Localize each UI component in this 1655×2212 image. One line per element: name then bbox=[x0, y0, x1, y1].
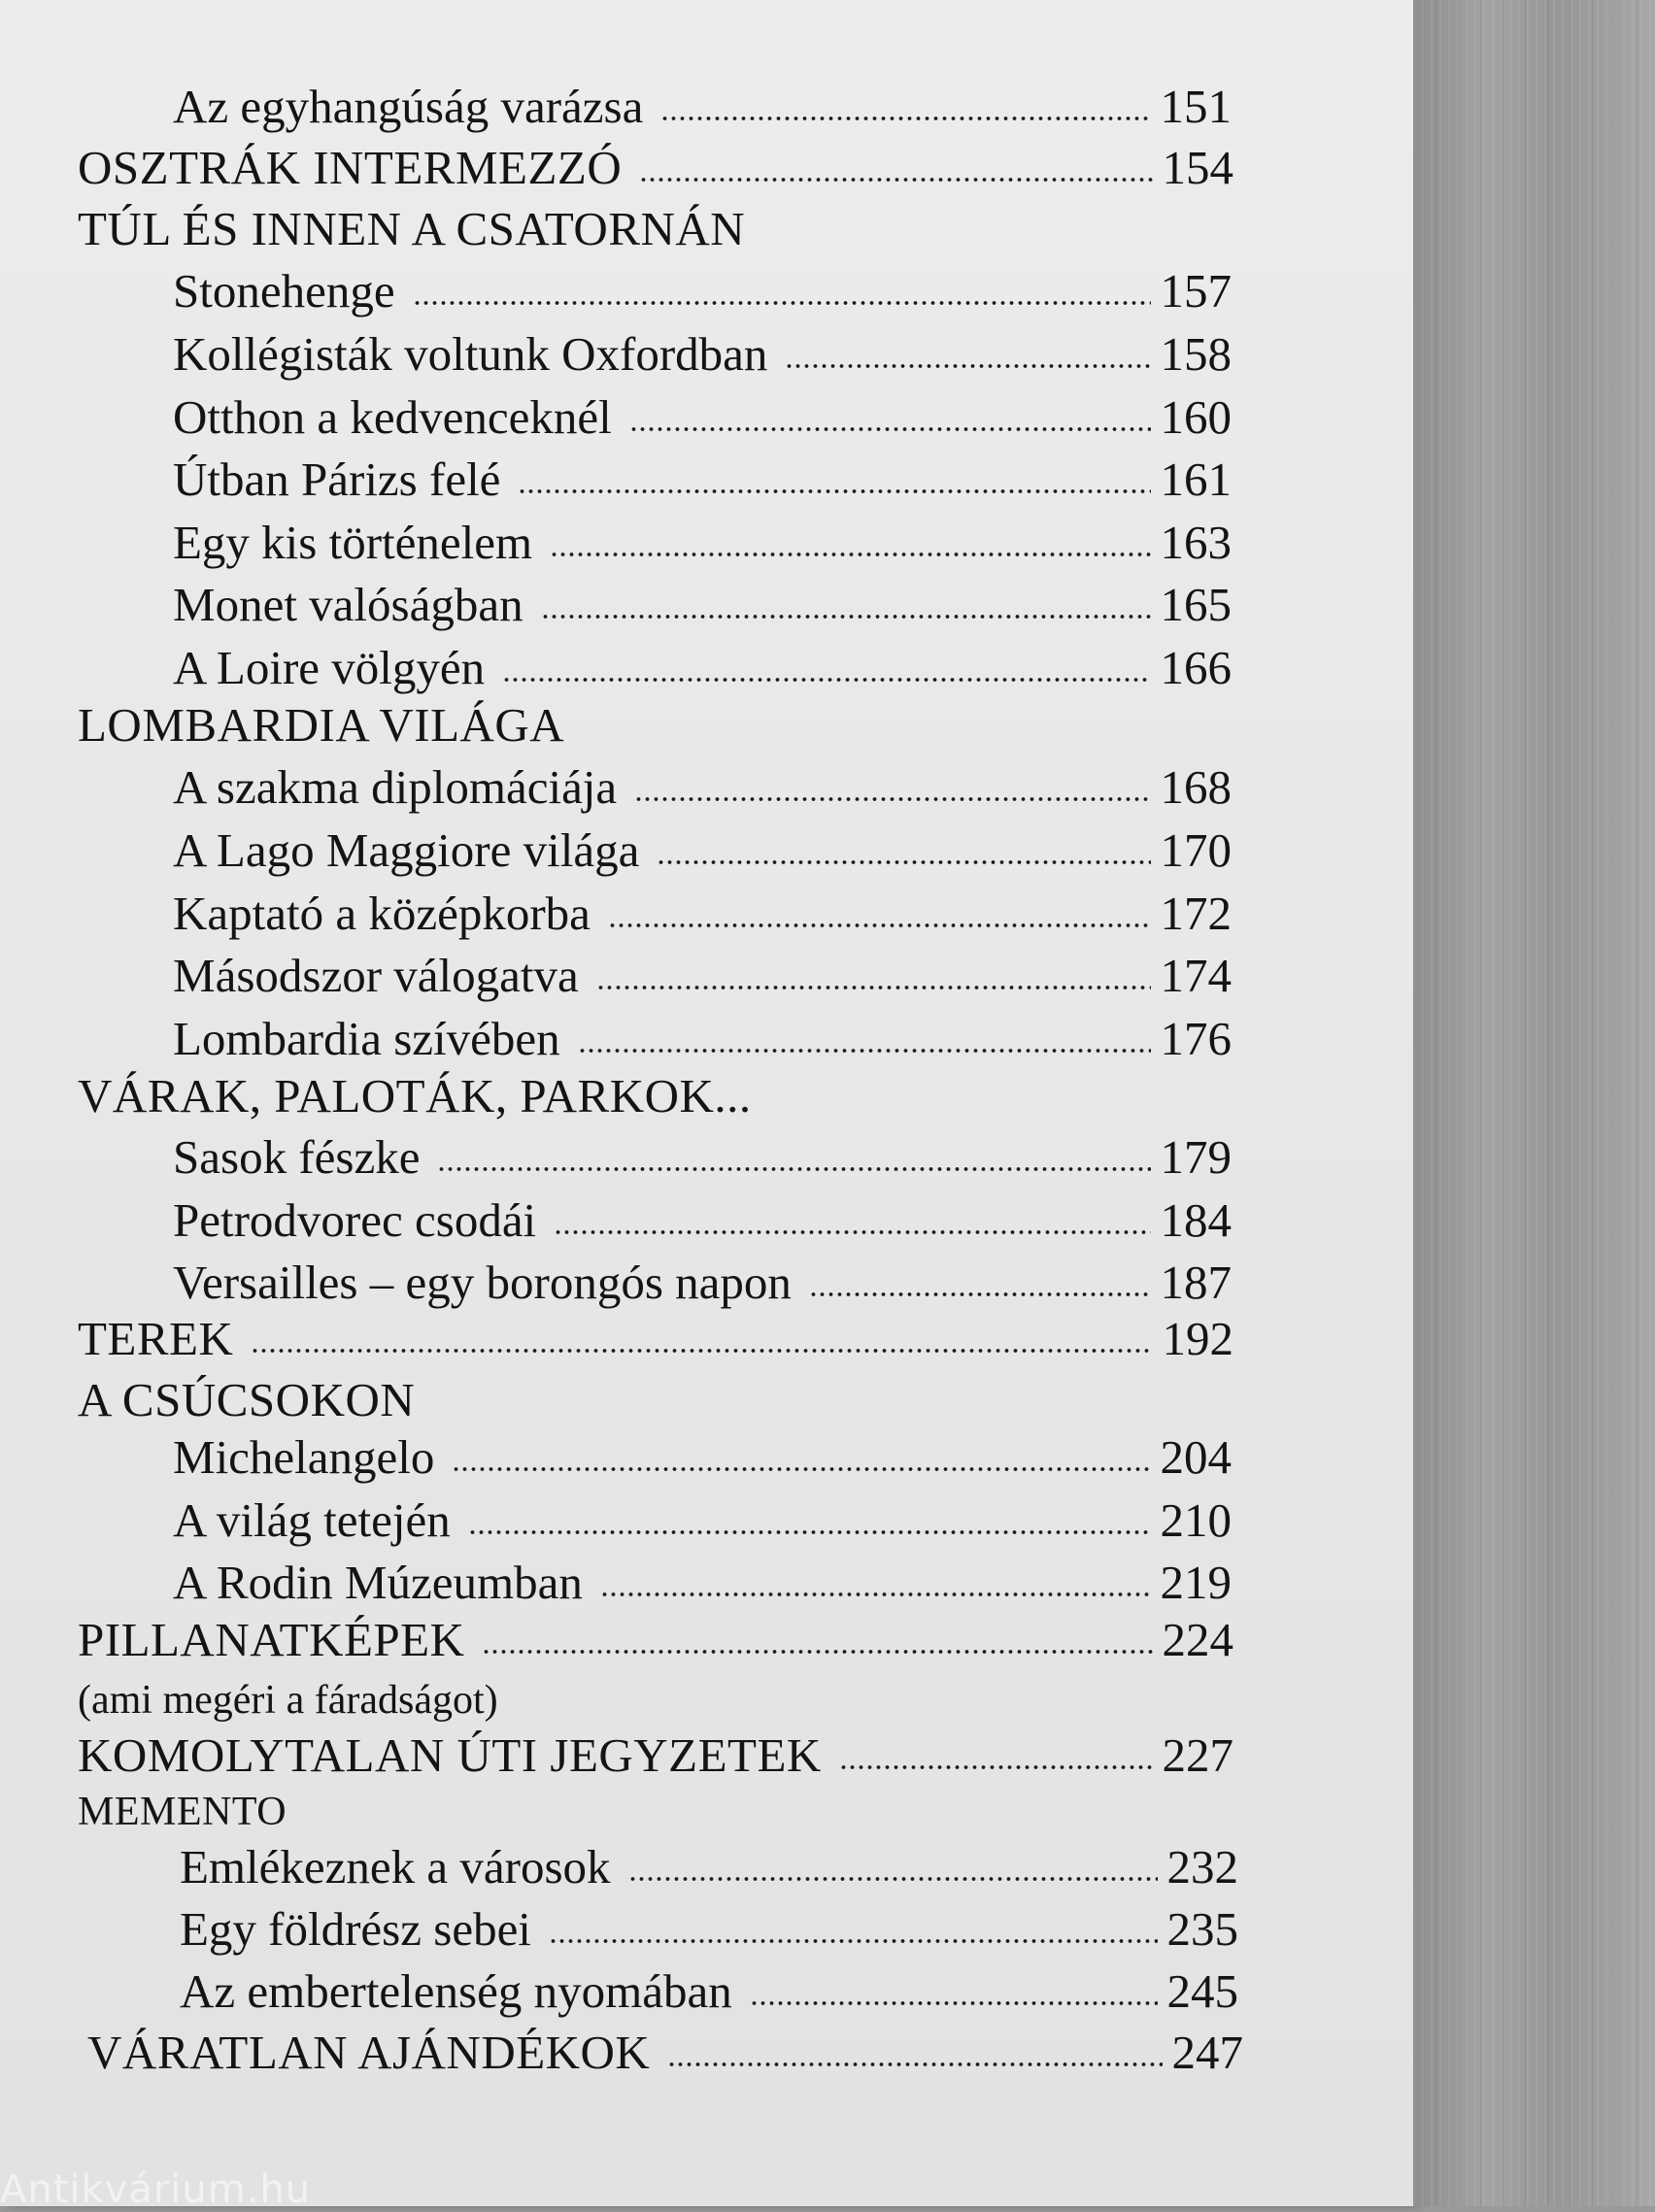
toc-section bbox=[78, 200, 1233, 258]
section-title: A CSÚCSOKON bbox=[78, 1373, 416, 1426]
entry-page: 210 bbox=[1160, 1493, 1232, 1547]
toc-section bbox=[78, 139, 1233, 197]
dot-leader bbox=[554, 1229, 1150, 1235]
toc-entry bbox=[173, 1010, 1232, 1068]
entry-page: 184 bbox=[1160, 1193, 1232, 1247]
dot-leader bbox=[413, 300, 1151, 306]
entry-title: A világ tetején bbox=[173, 1493, 451, 1547]
toc-entry bbox=[173, 78, 1232, 136]
toc-entry bbox=[180, 1838, 1238, 1896]
toc-entry bbox=[173, 514, 1232, 572]
entry-page: 154 bbox=[1162, 141, 1233, 194]
dot-leader bbox=[839, 1764, 1153, 1770]
toc-section bbox=[78, 1726, 1233, 1785]
toc-section bbox=[78, 1067, 1233, 1125]
entry-page: 170 bbox=[1160, 823, 1232, 877]
toc-section bbox=[78, 1783, 1233, 1841]
toc-entry bbox=[173, 947, 1232, 1005]
entry-title: Michelangelo bbox=[173, 1430, 435, 1484]
entry-title: Kaptató a középkorba bbox=[173, 887, 591, 940]
dot-leader bbox=[550, 552, 1150, 557]
dot-leader bbox=[634, 796, 1150, 802]
toc-entry bbox=[173, 758, 1232, 817]
entry-page: 151 bbox=[1160, 80, 1232, 133]
entry-page: 179 bbox=[1160, 1130, 1232, 1184]
toc-entry bbox=[173, 639, 1232, 697]
entry-page: 172 bbox=[1160, 887, 1232, 940]
entry-title: Az embertelenség nyomában bbox=[180, 1964, 732, 2018]
entry-page: 163 bbox=[1160, 516, 1232, 569]
dot-leader bbox=[502, 677, 1150, 683]
entry-title: Otthon a kedvenceknél bbox=[173, 390, 612, 444]
entry-title: Útban Párizs felé bbox=[173, 452, 501, 506]
toc-entry bbox=[173, 821, 1232, 880]
entry-page: 176 bbox=[1160, 1012, 1232, 1065]
entry-title: Monet valóságban bbox=[173, 578, 524, 631]
dot-leader bbox=[660, 116, 1150, 121]
toc-entry bbox=[173, 1491, 1232, 1550]
dot-leader bbox=[667, 2061, 1162, 2067]
dot-leader bbox=[809, 1291, 1151, 1297]
entry-title: Emlékeznek a városok bbox=[180, 1840, 611, 1894]
entry-page: 235 bbox=[1166, 1902, 1238, 1956]
toc-entry bbox=[173, 1428, 1232, 1487]
toc-entry bbox=[180, 1900, 1238, 1959]
entry-title: A szakma diplomáciája bbox=[173, 760, 618, 814]
toc-section bbox=[78, 1371, 1233, 1429]
toc-entry bbox=[173, 451, 1232, 509]
dot-leader bbox=[750, 2000, 1158, 2006]
entry-page: 247 bbox=[1171, 2026, 1243, 2079]
toc-entry bbox=[173, 576, 1232, 634]
toc-subtitle bbox=[78, 1671, 1233, 1729]
entry-page: 224 bbox=[1162, 1613, 1233, 1666]
entry-page: 158 bbox=[1160, 327, 1232, 381]
entry-page: 174 bbox=[1160, 949, 1232, 1002]
dot-leader bbox=[785, 363, 1150, 369]
entry-title: Lombardia szívében bbox=[173, 1012, 560, 1065]
dot-leader bbox=[639, 177, 1152, 183]
dot-leader bbox=[657, 859, 1150, 865]
section-title: KOMOLYTALAN ÚTI JEGYZETEK bbox=[78, 1728, 822, 1782]
toc-section bbox=[78, 1310, 1233, 1368]
entry-title: Versailles – egy borongós napon bbox=[173, 1256, 792, 1309]
dot-leader bbox=[600, 1592, 1151, 1597]
dot-leader bbox=[482, 1649, 1152, 1655]
section-subtitle: (ami megéri a fáradságot) bbox=[78, 1678, 498, 1723]
entry-title: A Lago Maggiore világa bbox=[173, 823, 640, 877]
dot-leader bbox=[541, 614, 1151, 620]
dot-leader bbox=[629, 426, 1151, 432]
entry-title: Stonehenge bbox=[173, 264, 395, 318]
entry-title: Sasok fészke bbox=[173, 1130, 421, 1184]
toc-entry bbox=[173, 388, 1232, 447]
entry-page: 219 bbox=[1160, 1556, 1232, 1609]
toc-entry bbox=[180, 1962, 1238, 2021]
section-title: VÁRAK, PALOTÁK, PARKOK... bbox=[78, 1069, 752, 1123]
entry-page: 157 bbox=[1160, 264, 1232, 318]
entry-page: 232 bbox=[1166, 1840, 1238, 1894]
entry-page: 227 bbox=[1162, 1728, 1233, 1782]
toc-entry bbox=[173, 325, 1232, 384]
toc-section bbox=[87, 2024, 1243, 2082]
dot-leader bbox=[452, 1466, 1150, 1472]
entry-page: 165 bbox=[1160, 578, 1232, 631]
entry-page: 187 bbox=[1160, 1256, 1232, 1309]
entry-title: A Rodin Múzeumban bbox=[173, 1556, 583, 1609]
toc-section bbox=[78, 696, 1233, 754]
dot-leader bbox=[251, 1348, 1152, 1354]
entry-title: Másodszor válogatva bbox=[173, 949, 579, 1002]
toc-entry bbox=[173, 1254, 1232, 1312]
toc-section bbox=[78, 1611, 1233, 1669]
dot-leader bbox=[578, 1048, 1151, 1054]
section-title: TÚL ÉS INNEN A CSATORNÁN bbox=[78, 202, 746, 255]
entry-page: 245 bbox=[1166, 1964, 1238, 2018]
entry-title: A Loire völgyén bbox=[173, 641, 486, 694]
entry-page: 192 bbox=[1162, 1312, 1233, 1365]
entry-title: Az egyhangúság varázsa bbox=[173, 80, 644, 133]
entry-page: 204 bbox=[1160, 1430, 1232, 1484]
toc-entry bbox=[173, 1554, 1232, 1612]
toc-entry bbox=[173, 885, 1232, 943]
dot-leader bbox=[468, 1529, 1151, 1535]
toc-entry bbox=[173, 1191, 1232, 1250]
entry-page: 168 bbox=[1160, 760, 1232, 814]
toc-entry bbox=[173, 1128, 1232, 1187]
entry-page: 161 bbox=[1160, 452, 1232, 506]
watermark: Antikvárium.hu bbox=[0, 2167, 312, 2212]
entry-title: Kollégisták voltunk Oxfordban bbox=[173, 327, 768, 381]
section-title: PILLANATKÉPEK bbox=[78, 1613, 465, 1666]
section-title: OSZTRÁK INTERMEZZÓ bbox=[78, 141, 623, 194]
dot-leader bbox=[596, 985, 1151, 990]
toc-entry bbox=[173, 262, 1232, 320]
dot-leader bbox=[549, 1938, 1158, 1944]
dot-leader bbox=[608, 922, 1151, 928]
dot-leader bbox=[628, 1876, 1158, 1882]
section-title: VÁRATLAN AJÁNDÉKOK bbox=[87, 2026, 651, 2079]
section-title: TEREK bbox=[78, 1312, 234, 1365]
section-title: MEMENTO bbox=[78, 1790, 287, 1834]
section-title: LOMBARDIA VILÁGA bbox=[78, 698, 565, 752]
dot-leader bbox=[437, 1166, 1150, 1172]
entry-page: 160 bbox=[1160, 390, 1232, 444]
entry-title: Egy kis történelem bbox=[173, 516, 533, 569]
entry-title: Petrodvorec csodái bbox=[173, 1193, 537, 1247]
entry-title: Egy földrész sebei bbox=[180, 1902, 531, 1956]
dot-leader bbox=[518, 488, 1150, 494]
entry-page: 166 bbox=[1160, 641, 1232, 694]
wooden-surface bbox=[1413, 0, 1655, 2206]
